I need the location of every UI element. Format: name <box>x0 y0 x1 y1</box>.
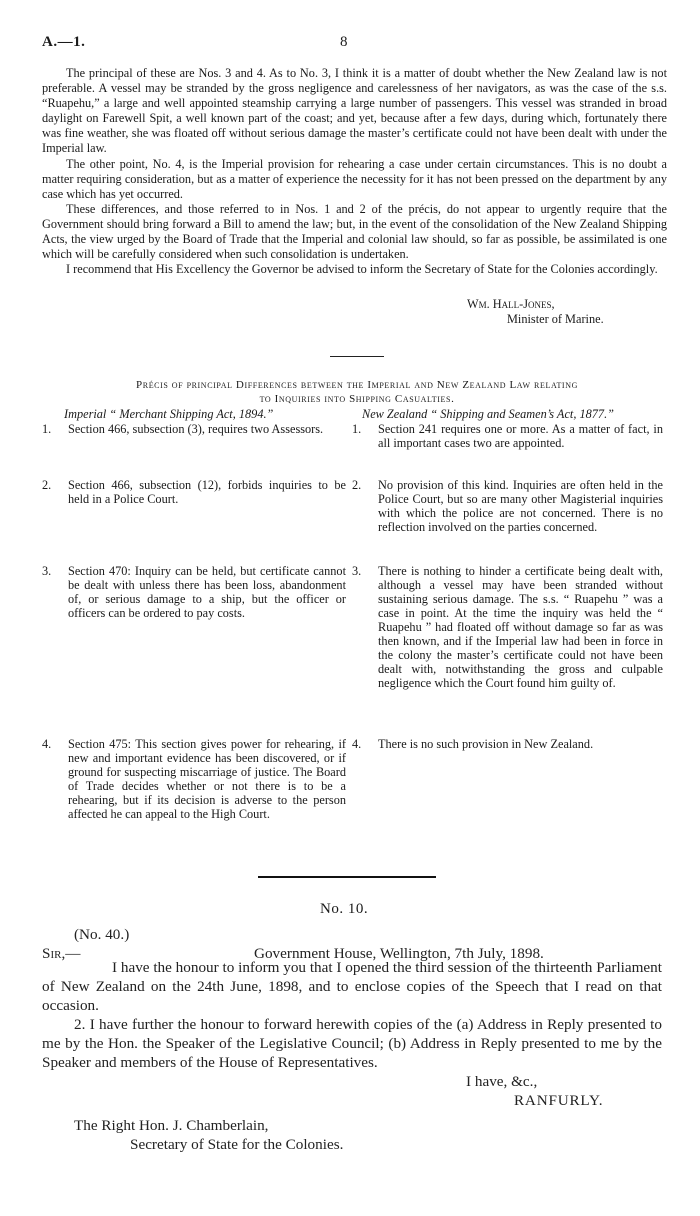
item-number: 3. <box>42 564 52 578</box>
new-zealand-column-header: New Zealand “ Shipping and Seamen’s Act, 1877.” <box>362 407 614 421</box>
memo-paragraph: I recommend that His Excellency the Governor be advised to inform the Secretary of State for the Colonies accordingly. <box>66 262 658 277</box>
page-number: 8 <box>340 34 348 50</box>
item-number: 1. <box>352 422 362 436</box>
section-divider <box>330 356 384 357</box>
letter-body <box>42 958 662 1072</box>
addressee-title: Secretary of State for the Colonies. <box>130 1136 344 1153</box>
item-text: There is nothing to hinder a certificate being dealt with, although a vessel may have been stranded without sustaining serious damage. The s.s. “ Ruapehu ” was a case in point. At the time the inquiry was held the “ Ruapehu ” had floated off without damage so far as was then known, and if the Imperial law had been in force in the colony the master’s certificate could not have been dealt with, notwithstanding the gross and culpable negligence which the Court found him guilty of. <box>378 564 663 690</box>
item-number: 3. <box>352 564 362 578</box>
letter-place-date: Government House, Wellington, 7th July, 1898. <box>254 945 544 962</box>
letter-divider <box>258 876 436 878</box>
letter-signer: RANFURLY. <box>514 1092 604 1109</box>
item-number: 1. <box>42 422 52 436</box>
imperial-item <box>42 478 346 506</box>
memo-paragraph: The principal of these are Nos. 3 and 4. As to No. 3, I think it is a matter of doubt whether the New Zealand law is not preferable. A vessel may be stranded by the gross negligence and carelessness of her navigators, as was the case of the s.s. “Ruapehu,” a large and well appointed steamship carrying a large number of passengers. This vessel was stranded in broad daylight on Farewell Spit, a well known part of the coast; and yet, because after a few days, during which, fortunately there was fine weather, she was floated off without serious damage the master’s certificate could not have been dealt with under the Imperial law. <box>42 66 667 156</box>
letter-closing: I have, &c., <box>466 1073 538 1090</box>
item-number: 2. <box>352 478 362 492</box>
letter-salutation: Sir,— <box>42 945 81 962</box>
addressee-name: The Right Hon. J. Chamberlain, <box>74 1117 269 1134</box>
precis-title-line: Précis of principal Differences between the Imperial and New Zealand Law relating <box>136 379 578 391</box>
item-text: Section 470: Inquiry can be held, but certificate cannot be dealt with unless there has been loss, abandonment of, or serious damage to a ship, but the officer or officers can be ordered to pay costs. <box>68 564 346 620</box>
item-text: Section 475: This section gives power for rehearing, if new and important evidence has been discovered, or if ground for suspecting miscarriage of justice. The Board of Trade decides whether or not there is to be a rehearing, but if its decision is adverse to the person affected he can appeal to the High Court. <box>68 737 346 821</box>
precis-title <box>42 378 672 406</box>
item-text: Section 466, subsection (3), requires two Assessors. <box>68 422 324 436</box>
letter-paragraph: 2. I have further the honour to forward herewith copies of the (a) Address in Reply presented to me by the Hon. the Speaker of the Legislative Council; (b) Address in Reply presented to me by the Speaker and members of the House of Representatives. <box>42 1016 662 1071</box>
item-number: 4. <box>42 737 52 751</box>
item-number: 2. <box>42 478 52 492</box>
item-text: There is no such provision in New Zealand. <box>378 737 594 751</box>
new-zealand-item <box>352 737 663 751</box>
letter-heading: No. 10. <box>320 901 369 917</box>
new-zealand-item <box>352 478 663 534</box>
new-zealand-item <box>352 422 663 450</box>
imperial-column-header: Imperial “ Merchant Shipping Act, 1894.” <box>64 407 274 421</box>
new-zealand-item <box>352 564 663 690</box>
signature-block <box>467 297 604 327</box>
item-number: 4. <box>352 737 362 751</box>
imperial-item <box>42 737 346 821</box>
imperial-item <box>42 564 346 620</box>
item-text: No provision of this kind. Inquiries are often held in the Police Court, but so are many other Magisterial inquiries with which the police are not concerned. There is no reflection involved on the parties concerned. <box>378 478 663 534</box>
signature-name: Wm. Hall-Jones, <box>467 297 555 311</box>
imperial-item <box>42 422 346 436</box>
item-text: Section 466, subsection (12), forbids inquiries to be held in a Police Court. <box>68 478 346 506</box>
page-reference: A.—1. <box>42 34 86 50</box>
precis-title-line: to Inquiries into Shipping Casualties. <box>259 393 455 405</box>
signature-title: Minister of Marine. <box>507 312 604 327</box>
item-text: Section 241 requires one or more. As a matter of fact, in all important cases two are appointed. <box>378 422 663 450</box>
memo-paragraph: These differences, and those referred to in Nos. 1 and 2 of the précis, do not appear to urgently require that the Government should bring forward a Bill to amend the law; but, in the event of the consolidation of the New Zealand Shipping Acts, the view urged by the Board of Trade that the Imperial and colonial law should, so far as possible, be assimilated is one which will be carefully considered when such consolidation is undertaken. <box>42 201 667 262</box>
memo-paragraph: The other point, No. 4, is the Imperial provision for rehearing a case under certain circumstances. This is no doubt a matter requiring consideration, but as a matter of experience the necessity for it has not been pressed on the department by any case which has yet occurred. <box>42 156 667 201</box>
minister-memo-body <box>42 66 667 277</box>
letter-paragraph: I have the honour to inform you that I opened the third session of the thirteenth Parliament of New Zealand on the 24th June, 1898, and to enclose copies of the Speech that I read on that occasion. <box>42 959 662 1014</box>
letter-reference: (No. 40.) <box>74 926 130 943</box>
